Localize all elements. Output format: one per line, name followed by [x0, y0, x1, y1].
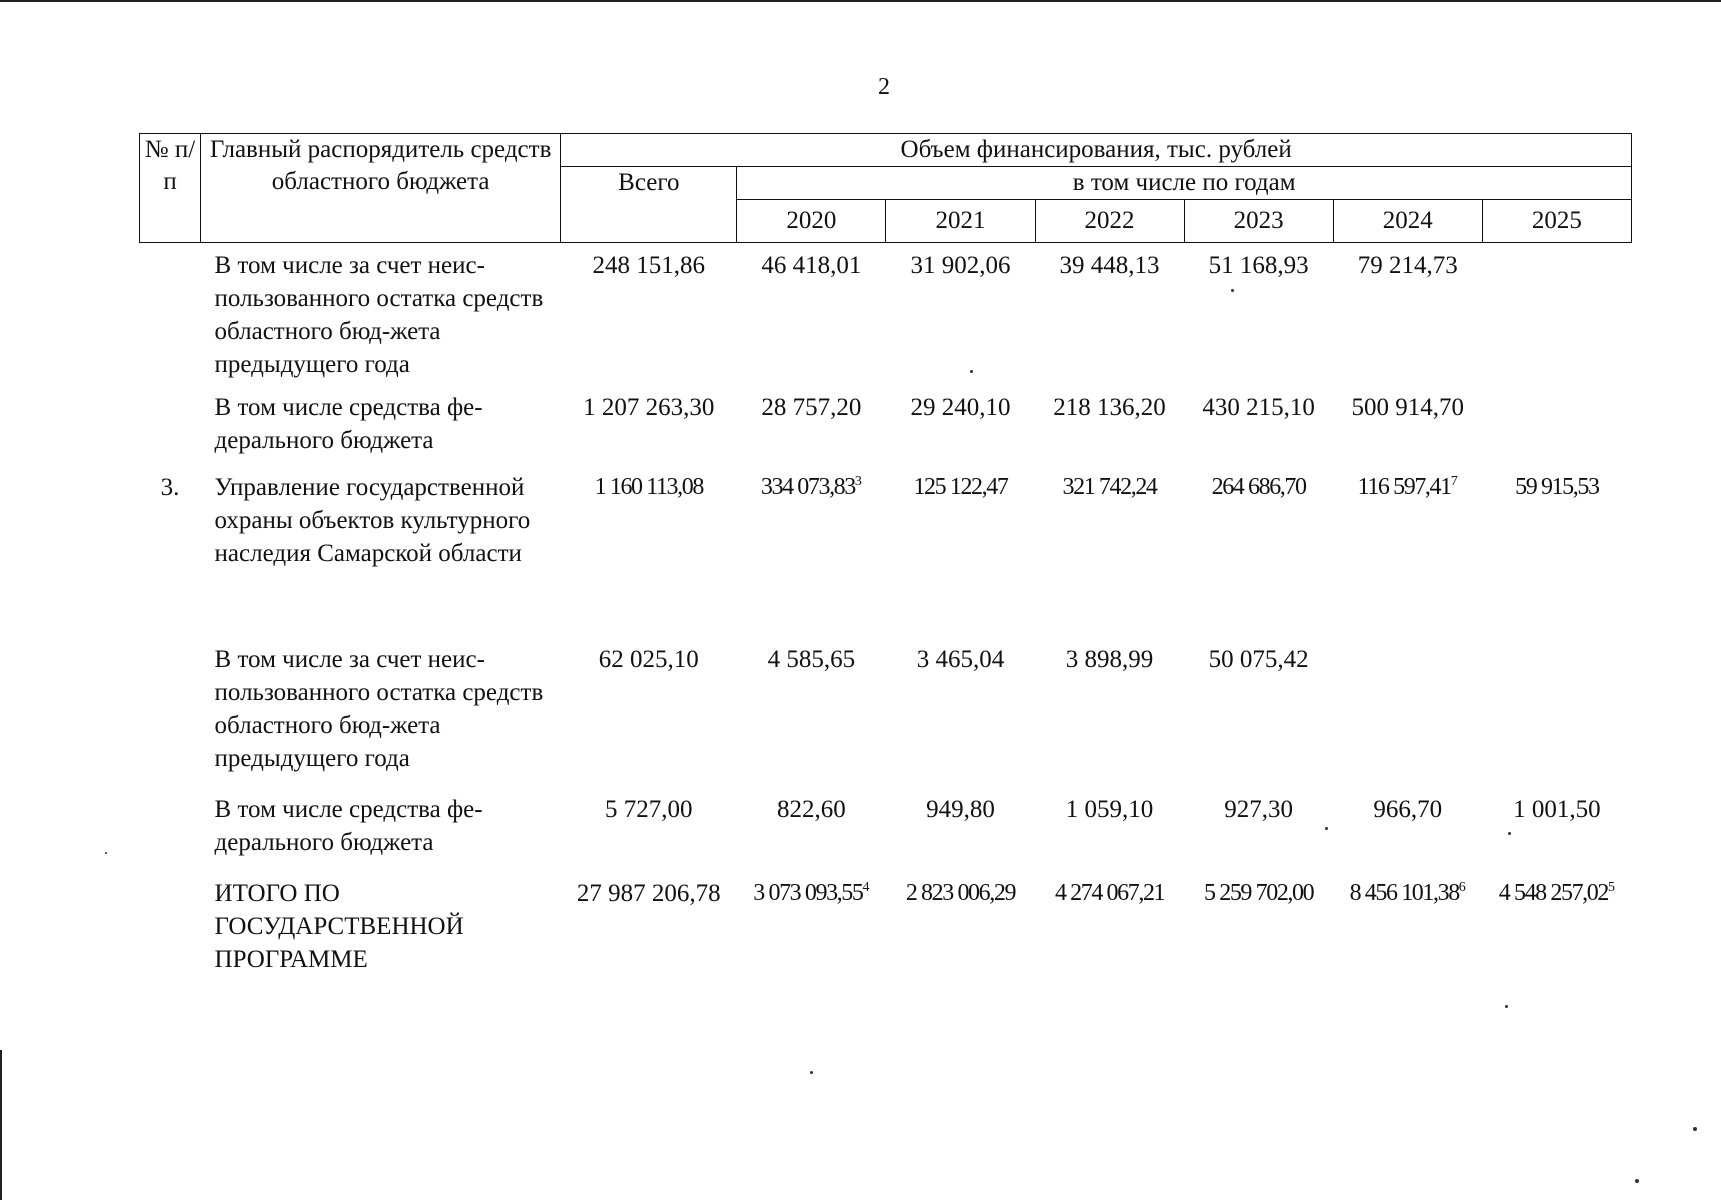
value-2020: [737, 471, 886, 643]
table-row: [140, 243, 1632, 392]
value-text: 116 597,41: [1357, 474, 1451, 500]
row-total: 5 727,00: [605, 796, 693, 823]
header-year-2020: 2020: [737, 200, 886, 243]
value-2020: 4 585,65: [767, 646, 856, 673]
value-2024: 79 214,73: [1357, 252, 1458, 279]
value-2021: 125 122,47: [913, 474, 1008, 500]
row-total: 1 160 113,08: [594, 474, 703, 500]
value-2025: [1482, 391, 1631, 471]
table-row: [140, 471, 1632, 643]
table-row: [140, 877, 1632, 987]
row-name: В том числе средства фе-дерального бюджета: [214, 394, 483, 454]
row-total: 27 987 206,78: [576, 880, 721, 907]
value-2022: 3 898,99: [1065, 646, 1154, 673]
row-total: 1 207 263,30: [583, 394, 715, 421]
scan-speck: [1635, 1179, 1639, 1183]
table-row: [140, 391, 1632, 471]
value-2024: 966,70: [1373, 796, 1443, 823]
row-num: [140, 391, 201, 471]
footnote-ref: 3: [854, 474, 862, 489]
value-2021: 31 902,06: [910, 252, 1011, 279]
value-text: 8 456 101,38: [1349, 880, 1459, 906]
row-num: [140, 643, 201, 793]
value-2024: [1333, 643, 1482, 793]
value-2020: [737, 877, 886, 987]
row-name: В том числе средства фе-дерального бюджета: [214, 796, 483, 856]
row-total: 62 025,10: [598, 646, 699, 673]
scan-speck: [810, 1071, 813, 1074]
row-name: В том числе за счет неис-пользованного остатка средств областного бюд-жета предыдущего года: [214, 252, 544, 378]
value-text: 3 073 093,55: [753, 880, 863, 906]
header-financing: Объем финансирования, тыс. рублей: [561, 134, 1632, 167]
footnote-ref: 4: [862, 880, 870, 895]
value-2024: [1333, 471, 1482, 643]
footnote-ref: 6: [1458, 880, 1466, 895]
value-2021: 949,80: [926, 796, 995, 823]
row-num: [140, 793, 201, 877]
financing-table: [139, 133, 1632, 987]
row-num: [140, 877, 201, 987]
header-year-2025: 2025: [1482, 200, 1631, 243]
row-total: 248 151,86: [592, 252, 706, 279]
value-2025: 59 915,53: [1515, 474, 1599, 500]
value-text: 334 073,83: [760, 474, 855, 500]
scan-edge-left-bottom: [0, 1050, 2, 1200]
header-year-2021: 2021: [886, 200, 1035, 243]
header-year-2023: 2023: [1184, 200, 1333, 243]
header-year-2024: 2024: [1333, 200, 1482, 243]
row-name: ИТОГО ПО ГОСУДАРСТВЕННОЙ ПРОГРАММЕ: [214, 880, 464, 973]
row-name: В том числе за счет неис-пользованного остатка средств областного бюд-жета предыдущего года: [214, 646, 544, 772]
header-name: Главный распорядитель средств областного бюджета: [201, 134, 561, 243]
value-2022: 39 448,13: [1059, 252, 1160, 279]
value-2023: 264 686,70: [1211, 474, 1306, 500]
value-text: 4 548 257,02: [1498, 880, 1608, 906]
value-2023: 51 168,93: [1208, 252, 1309, 279]
value-2023: 430 215,10: [1202, 394, 1315, 421]
header-by-years: в том числе по годам: [737, 167, 1632, 200]
footnote-ref: 5: [1607, 880, 1615, 895]
value-2020: 46 418,01: [761, 252, 862, 279]
row-name: Управление государственной охраны объектов культурного наследия Самарской области: [214, 474, 531, 567]
value-2021: 29 240,10: [910, 394, 1011, 421]
value-2025: 1 001,50: [1513, 796, 1601, 823]
value-2022: 321 742,24: [1062, 474, 1157, 500]
value-2025: [1482, 877, 1631, 987]
value-2024: [1333, 877, 1482, 987]
table-row: [140, 643, 1632, 793]
scan-speck: [1693, 1127, 1697, 1131]
scan-speck: [1505, 1005, 1508, 1008]
header-total: Всего: [561, 167, 737, 243]
footnote-ref: 7: [1450, 474, 1458, 489]
value-2024: 500 914,70: [1351, 394, 1464, 421]
header-year-2022: 2022: [1035, 200, 1184, 243]
value-2020: 28 757,20: [761, 394, 862, 421]
value-2021: 2 823 006,29: [905, 880, 1016, 906]
row-num: 3.: [160, 474, 180, 501]
row-num: [140, 243, 201, 392]
page-number: 2: [878, 74, 890, 100]
value-2022: 218 136,20: [1053, 394, 1166, 421]
header-num: № п/п: [140, 134, 201, 243]
value-2021: 3 465,04: [916, 646, 1005, 673]
value-2022: 1 059,10: [1065, 796, 1154, 823]
value-2025: [1482, 243, 1631, 392]
value-2020: 822,60: [777, 796, 846, 823]
value-2023: 5 259 702,00: [1204, 880, 1314, 906]
value-2023: 927,30: [1224, 796, 1293, 823]
scan-speck: [105, 852, 107, 854]
value-2023: 50 075,42: [1208, 646, 1309, 673]
value-2025: [1482, 643, 1631, 793]
scan-edge-top: [0, 0, 1721, 2]
value-2022: 4 274 067,21: [1054, 880, 1165, 906]
table-row: [140, 793, 1632, 877]
